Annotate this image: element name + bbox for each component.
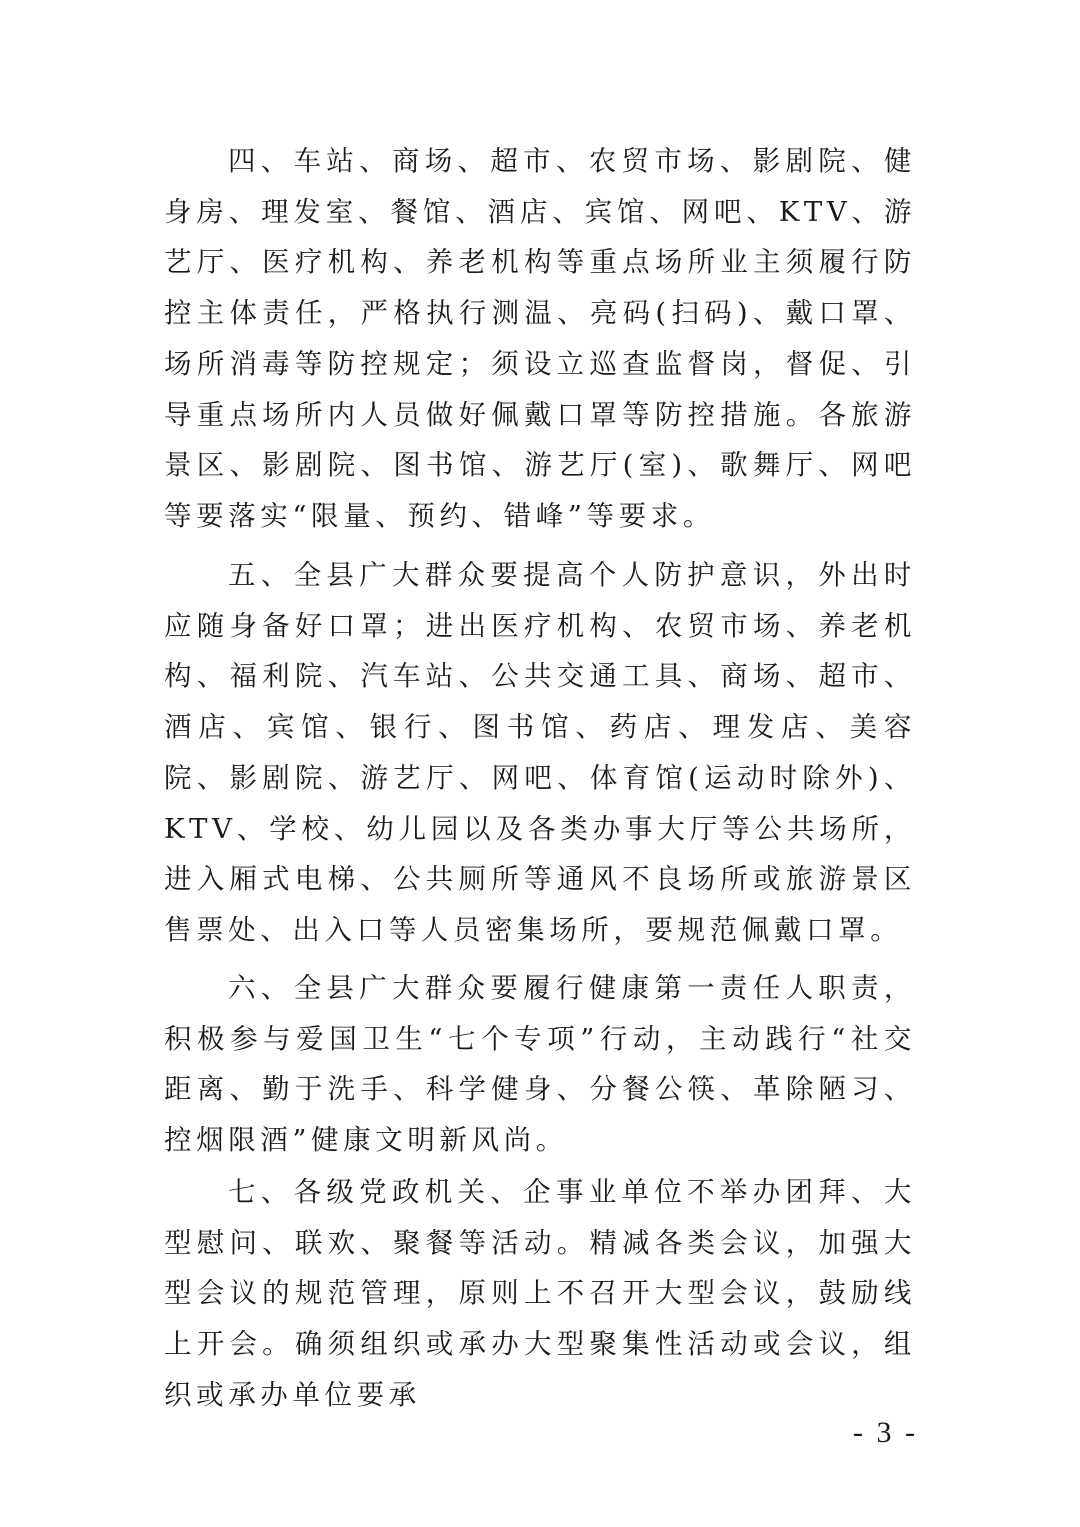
paragraph-6: 六、全县广大群众要履行健康第一责任人职责，积极参与爱国卫生“七个专项”行动，主动践行“社交距离、勤于洗手、科学健身、分餐公筷、革除陋习、控烟限酒”健康文明新风尚。	[164, 972, 916, 1157]
paragraph-4: 四、车站、商场、超市、农贸市场、影剧院、健身房、理发室、餐馆、酒店、宾馆、网吧、KTV、游艺厅、医疗机构、养老机构等重点场所业主须履行防控主体责任，严格执行测温、亮码(扫码)、戴口罩、场所消毒等防控规定；须设立巡查监督岗，督促、引导重点场所内人员做好佩戴口罩等防控措施。各旅游景区、影剧院、图书馆、游艺厅(室)、歌舞厅、网吧等要落实“限量、预约、错峰”等要求。	[164, 145, 916, 532]
paragraph-7: 七、各级党政机关、企事业单位不举办团拜、大型慰问、联欢、聚餐等活动。精减各类会议，加强大型会议的规范管理，原则上不召开大型会议，鼓励线上开会。确须组织或承办大型聚集性活动或会议，组织或承办单位要承	[164, 1176, 916, 1411]
paragraph-5: 五、全县广大群众要提高个人防护意识，外出时应随身备好口罩；进出医疗机构、农贸市场、养老机构、福利院、汽车站、公共交通工具、商场、超市、酒店、宾馆、银行、图书馆、药店、理发店、美容院、影剧院、游艺厅、网吧、体育馆(运动时除外)、KTV、学校、幼儿园以及各类办事大厅等公共场所，进入厢式电梯、公共厕所等通风不良场所或旅游景区售票处、出入口等人员密集场所，要规范佩戴口罩。	[164, 559, 916, 946]
page-number: - 3 -	[853, 1416, 918, 1449]
